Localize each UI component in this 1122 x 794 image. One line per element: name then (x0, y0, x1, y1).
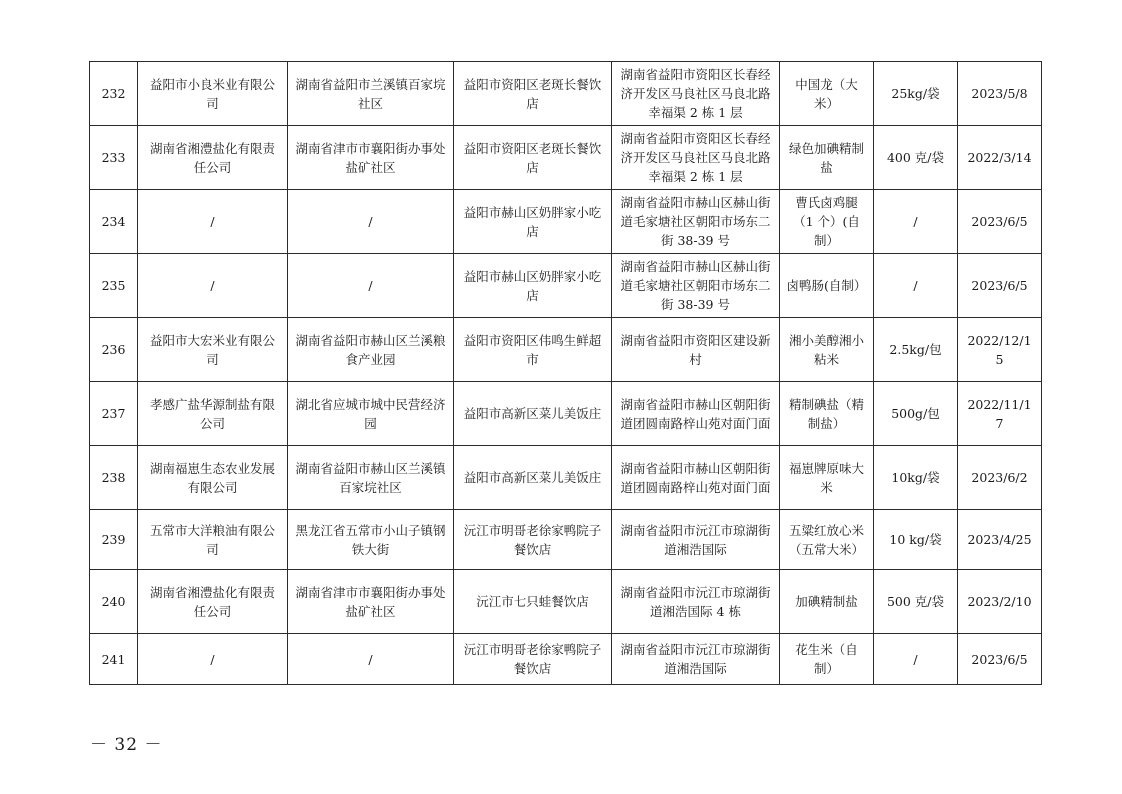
cell-specification: 25kg/袋 (874, 62, 958, 126)
cell-specification: / (874, 254, 958, 318)
cell-number: 238 (90, 446, 138, 510)
cell-producer: 湖南省湘澧盐化有限责任公司 (138, 570, 288, 634)
cell-date: 2023/6/2 (958, 446, 1042, 510)
cell-producer: 孝感广盐华源制盐有限公司 (138, 382, 288, 446)
cell-specification: / (874, 190, 958, 254)
cell-sampled-unit: 沅江市明哥老徐家鸭院子餐饮店 (454, 634, 612, 685)
cell-producer-address: 湖南省益阳市赫山区兰溪镇百家垸社区 (288, 446, 454, 510)
cell-sampled-unit: 沅江市明哥老徐家鸭院子餐饮店 (454, 510, 612, 570)
table-row (90, 126, 1042, 190)
cell-food-name: 五粱红放心米（五常大米） (780, 510, 874, 570)
cell-producer-address: 湖北省应城市城中民营经济园 (288, 382, 454, 446)
cell-sampled-address: 湖南省益阳市资阳区建设新村 (612, 318, 780, 382)
cell-date: 2022/3/14 (958, 126, 1042, 190)
cell-producer: / (138, 190, 288, 254)
cell-date: 2023/6/5 (958, 190, 1042, 254)
cell-sampled-unit: 益阳市高新区菜儿美饭庄 (454, 382, 612, 446)
table-row (90, 510, 1042, 570)
cell-producer: / (138, 634, 288, 685)
cell-specification: 10kg/袋 (874, 446, 958, 510)
sampling-table (89, 61, 1042, 685)
cell-date: 2022/11/17 (958, 382, 1042, 446)
table-row (90, 382, 1042, 446)
cell-producer-address: 湖南省益阳市赫山区兰溪粮食产业园 (288, 318, 454, 382)
cell-sampled-unit: 益阳市赫山区奶胖家小吃店 (454, 190, 612, 254)
cell-sampled-unit: 沅江市七只蛙餐饮店 (454, 570, 612, 634)
table-row (90, 254, 1042, 318)
cell-sampled-unit: 益阳市资阳区老斑长餐饮店 (454, 126, 612, 190)
cell-producer-address: / (288, 634, 454, 685)
cell-date: 2023/4/25 (958, 510, 1042, 570)
cell-number: 237 (90, 382, 138, 446)
table-row (90, 318, 1042, 382)
cell-specification: 500 克/袋 (874, 570, 958, 634)
cell-date: 2022/12/15 (958, 318, 1042, 382)
cell-sampled-unit: 益阳市资阳区伟鸣生鲜超市 (454, 318, 612, 382)
cell-sampled-unit: 益阳市赫山区奶胖家小吃店 (454, 254, 612, 318)
cell-food-name: 福崽牌原味大米 (780, 446, 874, 510)
cell-sampled-address: 湖南省益阳市赫山区朝阳街道团圆南路梓山苑对面门面 (612, 382, 780, 446)
cell-food-name: 精制碘盐（精制盐） (780, 382, 874, 446)
cell-date: 2023/2/10 (958, 570, 1042, 634)
table-row (90, 190, 1042, 254)
cell-sampled-address: 湖南省益阳市赫山区赫山街道毛家塘社区朝阳市场东二街 38-39 号 (612, 190, 780, 254)
cell-producer-address: / (288, 190, 454, 254)
cell-producer: 益阳市小良米业有限公司 (138, 62, 288, 126)
cell-number: 233 (90, 126, 138, 190)
cell-number: 239 (90, 510, 138, 570)
table-row (90, 446, 1042, 510)
cell-specification: 500g/包 (874, 382, 958, 446)
cell-number: 232 (90, 62, 138, 126)
cell-producer-address: 黑龙江省五常市小山子镇钢铁大街 (288, 510, 454, 570)
cell-producer: 五常市大洋粮油有限公司 (138, 510, 288, 570)
cell-specification: 400 克/袋 (874, 126, 958, 190)
cell-specification: 2.5kg/包 (874, 318, 958, 382)
cell-food-name: 湘小美醇湘小粘米 (780, 318, 874, 382)
cell-producer-address: 湖南省益阳市兰溪镇百家垸社区 (288, 62, 454, 126)
cell-food-name: 花生米（自制） (780, 634, 874, 685)
cell-date: 2023/6/5 (958, 254, 1042, 318)
cell-number: 235 (90, 254, 138, 318)
cell-producer-address: 湖南省津市市襄阳街办事处盐矿社区 (288, 570, 454, 634)
cell-producer: 湖南福崽生态农业发展有限公司 (138, 446, 288, 510)
cell-producer: 益阳市大宏米业有限公司 (138, 318, 288, 382)
table-row (90, 570, 1042, 634)
cell-food-name: 加碘精制盐 (780, 570, 874, 634)
table-row (90, 634, 1042, 685)
cell-food-name: 曹氏卤鸡腿（1 个）(自制） (780, 190, 874, 254)
cell-producer-address: 湖南省津市市襄阳街办事处盐矿社区 (288, 126, 454, 190)
cell-producer: 湖南省湘澧盐化有限责任公司 (138, 126, 288, 190)
cell-sampled-address: 湖南省益阳市赫山区朝阳街道团圆南路梓山苑对面门面 (612, 446, 780, 510)
page-number: － 32 － (90, 735, 163, 755)
cell-sampled-address: 湖南省益阳市资阳区长春经济开发区马良社区马良北路幸福渠 2 栋 1 层 (612, 62, 780, 126)
cell-date: 2023/5/8 (958, 62, 1042, 126)
cell-sampled-address: 湖南省益阳市沅江市琼湖街道湘浩国际 (612, 510, 780, 570)
cell-specification: / (874, 634, 958, 685)
cell-sampled-unit: 益阳市资阳区老斑长餐饮店 (454, 62, 612, 126)
cell-specification: 10 kg/袋 (874, 510, 958, 570)
cell-food-name: 中国龙（大米） (780, 62, 874, 126)
cell-number: 241 (90, 634, 138, 685)
cell-producer: / (138, 254, 288, 318)
cell-sampled-address: 湖南省益阳市资阳区长春经济开发区马良社区马良北路幸福渠 2 栋 1 层 (612, 126, 780, 190)
cell-food-name: 卤鸭肠(自制） (780, 254, 874, 318)
cell-sampled-address: 湖南省益阳市沅江市琼湖街道湘浩国际 (612, 634, 780, 685)
cell-sampled-address: 湖南省益阳市赫山区赫山街道毛家塘社区朝阳市场东二街 38-39 号 (612, 254, 780, 318)
cell-producer-address: / (288, 254, 454, 318)
table-row (90, 62, 1042, 126)
cell-number: 240 (90, 570, 138, 634)
cell-number: 234 (90, 190, 138, 254)
cell-sampled-unit: 益阳市高新区菜儿美饭庄 (454, 446, 612, 510)
cell-number: 236 (90, 318, 138, 382)
cell-food-name: 绿色加碘精制盐 (780, 126, 874, 190)
cell-date: 2023/6/5 (958, 634, 1042, 685)
table-body (90, 62, 1042, 685)
cell-sampled-address: 湖南省益阳市沅江市琼湖街道湘浩国际 4 栋 (612, 570, 780, 634)
